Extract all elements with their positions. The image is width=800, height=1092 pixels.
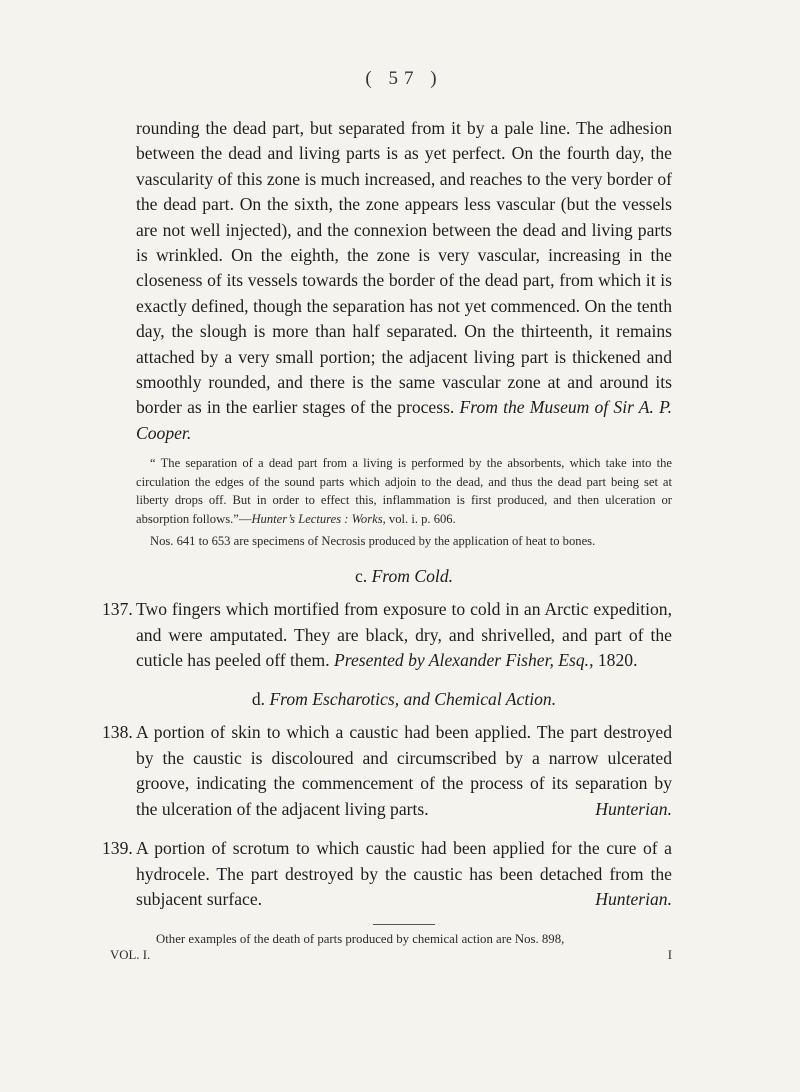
footnote: Other examples of the death of parts produced by chemical action are Nos. 898, bbox=[156, 932, 565, 947]
hunter-quote-note bbox=[136, 454, 672, 528]
page-number: ( 57 ) bbox=[365, 68, 443, 89]
footnote-divider bbox=[373, 924, 435, 925]
note-citation: Hunter’s Lectures : Works, bbox=[251, 512, 386, 527]
entry-text: A portion of skin to which a caustic had been applied. The part destroyed by the caustic is discoloured and circumscribed by a narrow ulcerated groove, indicating the commencement of the process of its separation by the ulceration of the adjacent living parts. bbox=[136, 722, 672, 819]
entry-attribution: Hunterian. bbox=[595, 888, 672, 909]
signature-mark: I bbox=[667, 948, 672, 963]
paragraph-text: rounding the dead part, but separated from it by a pale line. The adhesion between the dead and living parts is as yet perfect. On the fourth day, the vascularity of this zone is much increased, and reaches to the very border of the dead part. On the sixth, the zone appears less vascular (but the vessels are not well injected), and the connexion between the dead and living parts is wrinkled. On the eighth, the zone is very vascular, increasing in the closeness of its vessels towards the border of the dead part, from which it is exactly defined, though the separation has not yet commenced. On the tenth day, the slough is more than half separated. On the thirteenth, it remains attached by a very small portion; the adjacent living part is thickened and smoothly rounded, and there is the same vascular zone at and around its border as in the earlier stages of the process. bbox=[136, 118, 672, 418]
section-letter: d. bbox=[251, 689, 270, 710]
section-title: From Escharotics, bbox=[269, 689, 400, 710]
signature-line bbox=[110, 947, 672, 963]
section-heading-escharotics bbox=[136, 689, 672, 710]
catalogue-entry-138 bbox=[102, 720, 672, 822]
continuation-paragraph bbox=[136, 116, 672, 446]
note-citation-tail: vol. i. p. 606. bbox=[385, 512, 456, 527]
entry-attribution: Hunterian. bbox=[595, 798, 672, 819]
section-title-rest: and Chemical Action. bbox=[399, 689, 557, 710]
section-letter: c. bbox=[354, 566, 372, 587]
entry-number: 137. bbox=[102, 599, 133, 620]
entry-year: 1820. bbox=[593, 650, 638, 671]
entry-number: 139. bbox=[102, 838, 133, 859]
entry-text: Two fingers which mortified from exposure to cold in an Arctic expedition, and were amputated. They are black, dry, and shrivelled, and part of the cuticle has peeled off them. bbox=[136, 599, 672, 671]
document-page bbox=[102, 68, 672, 963]
catalogue-entry-139 bbox=[102, 836, 672, 912]
section-heading-cold bbox=[136, 566, 672, 587]
necrosis-note: Nos. 641 to 653 are specimens of Necrosis produced by the application of heat to bones. bbox=[150, 533, 596, 548]
entry-number: 138. bbox=[102, 722, 133, 743]
note-text: “ The separation of a dead part from a living is performed by the absorbents, which take into the circulation the edges of the sound parts which adjoin to the dead, and thus the dead part being set at liberty drops off. But in order to effect this, inflammation is first produced, and then ulceration or absorption follows.”— bbox=[136, 456, 672, 527]
section-title: From Cold. bbox=[371, 566, 454, 587]
entry-text: A portion of scrotum to which caustic had been applied for the cure of a hydrocele. The part destroyed by the caustic has been detached from the subjacent surface. bbox=[136, 838, 672, 909]
volume-mark: VOL. I. bbox=[110, 948, 151, 963]
cooper-attribution: From the Museum of Sir A. P. Cooper. bbox=[136, 397, 672, 443]
catalogue-entry-137 bbox=[102, 597, 672, 673]
entry-donor: Presented by Alexander Fisher, Esq., bbox=[334, 650, 594, 671]
